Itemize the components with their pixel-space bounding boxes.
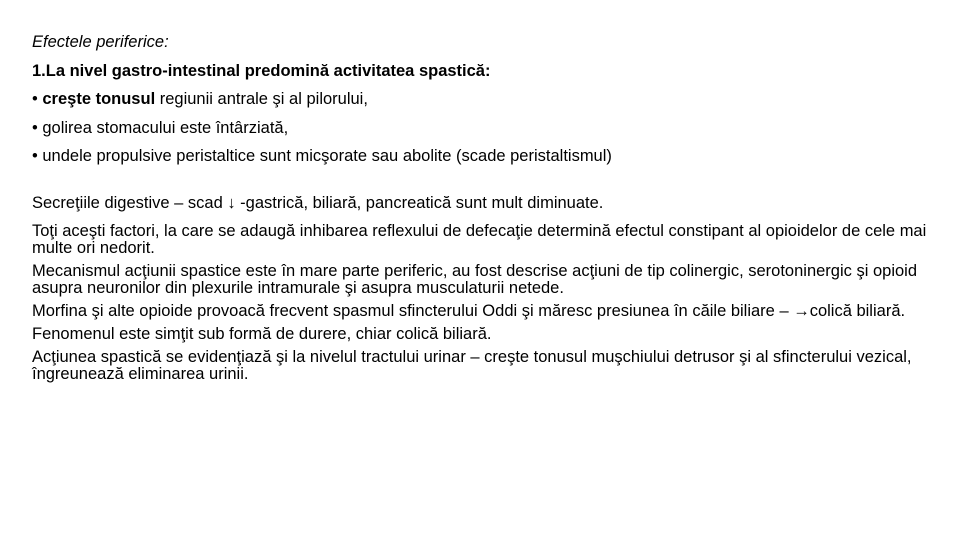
paragraph-pain-phenomenon: Fenomenul este simţit sub formă de durere, chiar colică biliară. [32,324,492,343]
paragraph-constipant-effect: Toţi aceşti factori, la care se adaugă inhibarea reflexului de defecaţie determină efectul constipant al opioidelor de cele mai multe ori nedorit. [32,221,927,257]
paragraph-secretions: Secreţiile digestive – scad ↓ -gastrică, biliară, pancreatică sunt mult diminuate. [32,193,604,212]
list-item-bold-text: creşte tonusul [42,90,156,108]
list-item [32,142,942,171]
paragraph-block [32,189,942,383]
gastrointestinal-heading: 1.La nivel gastro-intestinal predomină activitatea spastică: [32,61,491,80]
list-item-text: golirea stomacului este întârziată, [42,118,289,137]
bullet: • [32,147,38,165]
paragraph-biliary-colic: Morfina şi alte opioide provoacă frecvent spasmul sfincterului Oddi şi măresc presiunea în căile biliare – →colică biliară. [32,301,906,320]
paragraph-spastic-mechanism: Mecanismul acţiunii spastice este în mare parte periferic, au fost descrise acţiuni de tip colinergic, serotoninergic şi opioid asupra neuronilor din plexurile intramurale şi asupra musculaturii netede. [32,261,918,297]
peripheral-effects-block [32,28,942,171]
spacer [32,171,942,189]
list-item-text: undele propulsive peristaltice sunt micşorate sau abolite (scade peristaltismul) [42,147,612,165]
list-item-text: regiunii antrale şi al pilorului, [155,90,368,108]
list-item [32,114,942,143]
paragraph-urinary-tract: Acţiunea spastică se evidenţiază şi la nivelul tractului urinar – creşte tonusul muşchiului detrusor şi al sfincterului vezical, îngreunează eliminarea urinii. [32,347,912,383]
section-title: Efectele periferice: [32,33,169,51]
bullet: • [32,118,38,137]
slide-content [32,28,942,383]
list-item [32,85,942,114]
bullet: • [32,90,38,108]
